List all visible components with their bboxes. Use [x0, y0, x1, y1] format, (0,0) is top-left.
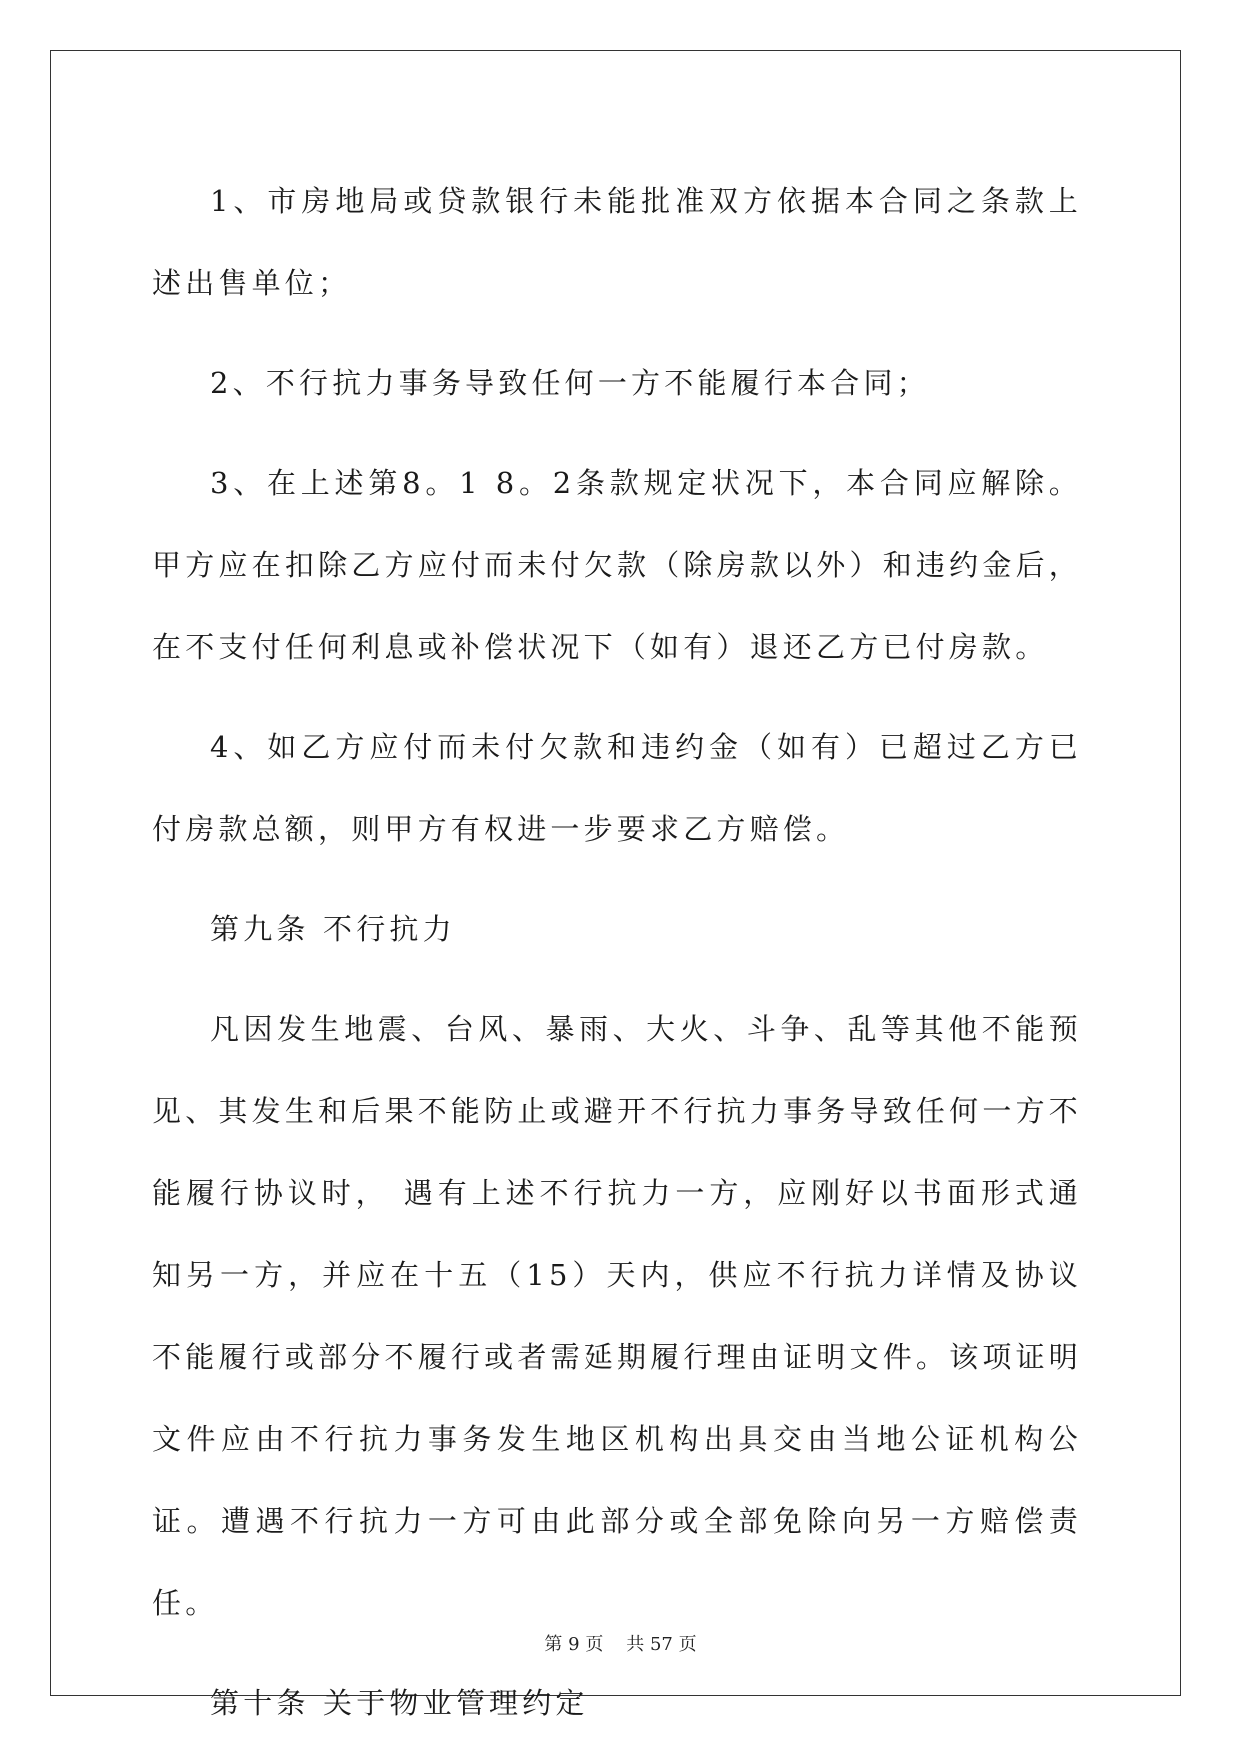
page-footer	[0, 1630, 1241, 1656]
clause-item-1: 1、市房地局或贷款银行未能批准双方依据本合同之条款上述出售单位；	[152, 184, 1082, 300]
article-10-heading: 第十条 关于物业管理约定	[210, 1686, 589, 1720]
clause-item-3: 3、在上述第8。1 8。2条款规定状况下，本合同应解除。甲方应在扣除乙方应付而未付欠款（除房款以外）和违约金后，在不支付任何利息或补偿状况下（如有）退还乙方已付房款。	[152, 466, 1082, 664]
page-total: 共 57 页	[626, 1634, 697, 1655]
article-9-heading: 第九条 不行抗力	[210, 912, 456, 946]
clause-item-4: 4、如乙方应付而未付欠款和违约金（如有）已超过乙方已付房款总额，则甲方有权进一步要求乙方赔偿。	[152, 730, 1082, 846]
article-9-body: 凡因发生地震、台风、暴雨、大火、斗争、乱等其他不能预见、其发生和后果不能防止或避开不行抗力事务导致任何一方不能履行协议时， 遇有上述不行抗力一方，应刚好以书面形式通知另一方，并应在十五（15）天内，供应不行抗力详情及协议不能履行或部分不履行或者需延期履行理由证明文件。该项证明文件应由不行抗力事务发生地区机构出具交由当地公证机构公证。遭遇不行抗力一方可由此部分或全部免除向另一方赔偿责任。	[152, 1012, 1082, 1620]
clause-item-2: 2、不行抗力事务导致任何一方不能履行本合同；	[210, 366, 930, 400]
document-body	[152, 160, 1082, 1762]
page-number: 第 9 页	[544, 1634, 604, 1655]
